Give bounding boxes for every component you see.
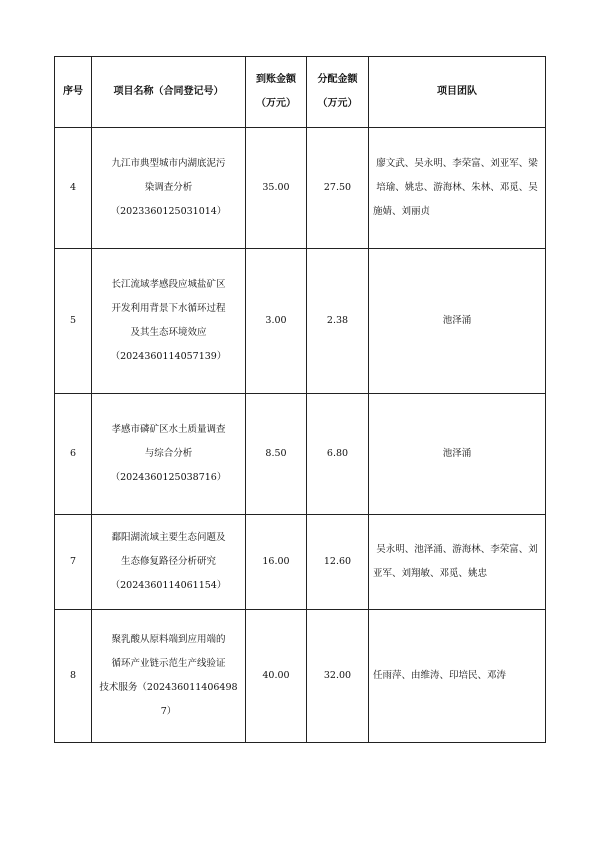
row-no: 7 — [55, 515, 92, 610]
row-allocated: 2.38 — [307, 249, 369, 394]
row-allocated: 12.60 — [307, 515, 369, 610]
row-received: 8.50 — [246, 394, 307, 515]
row-received: 16.00 — [246, 515, 307, 610]
row-team: 廖文武、吴永明、李荣富、刘亚军、梁培瑜、姚忠、游海林、朱林、邓觅、吴施婧、刘丽贞 — [369, 128, 546, 249]
row-name-line: 长江流域孝感段应城盐矿区 — [111, 279, 226, 290]
row-reg-number: （2024360125038716） — [110, 472, 227, 483]
row-allocated: 6.80 — [307, 394, 369, 515]
project-table — [54, 56, 546, 743]
row-name — [92, 610, 246, 743]
row-team: 吴永明、池泽涌、游海林、李荣富、刘亚军、刘翔敏、邓觅、姚忠 — [369, 515, 546, 610]
row-name-line: 鄱阳湖流域主要生态问题及 — [111, 532, 226, 543]
row-name-line: 九江市典型城市内湖底泥污 — [111, 158, 226, 169]
row-reg-number: （2024360114057139） — [110, 351, 227, 362]
table-row — [55, 394, 546, 515]
header-received-line1: 到账金额 — [256, 74, 296, 85]
row-allocated: 27.50 — [307, 128, 369, 249]
header-received-line2: （万元） — [256, 98, 296, 109]
row-name — [92, 249, 246, 394]
row-received: 35.00 — [246, 128, 307, 249]
row-allocated: 32.00 — [307, 610, 369, 743]
row-name-line: 孝感市磷矿区水土质量调查 — [111, 424, 226, 435]
row-name-line: 与综合分析 — [144, 448, 193, 459]
row-no: 5 — [55, 249, 92, 394]
row-no: 8 — [55, 610, 92, 743]
header-allocated — [307, 57, 369, 128]
row-name-line: 及其生态环境效应 — [130, 327, 207, 338]
row-name-line: 循环产业链示范生产线验证 — [111, 658, 226, 669]
row-name — [92, 394, 246, 515]
row-name — [92, 128, 246, 249]
row-received: 3.00 — [246, 249, 307, 394]
table-row — [55, 249, 546, 394]
header-no: 序号 — [55, 57, 92, 128]
header-received — [246, 57, 307, 128]
header-allocated-line1: 分配金额 — [317, 74, 358, 85]
row-no: 4 — [55, 128, 92, 249]
row-name — [92, 515, 246, 610]
table-row — [55, 128, 546, 249]
row-team: 任雨萍、由维涛、印培民、邓涛 — [369, 610, 546, 743]
row-reg-number: （2023360125031014） — [110, 206, 227, 217]
table-row — [55, 610, 546, 743]
table-header-row — [55, 57, 546, 128]
row-no: 6 — [55, 394, 92, 515]
row-name-line: 开发利用背景下水循环过程 — [111, 303, 226, 314]
row-team: 池泽涌 — [369, 249, 546, 394]
row-name-line: 技术服务（2024360114064987） — [99, 682, 238, 717]
row-received: 40.00 — [246, 610, 307, 743]
header-name: 项目名称（合同登记号） — [92, 57, 246, 128]
row-name-line: 生态修复路径分析研究 — [120, 556, 216, 567]
table-row — [55, 515, 546, 610]
header-allocated-line2: （万元） — [317, 98, 358, 109]
row-reg-number: （2024360114061154） — [110, 580, 227, 591]
row-name-line: 染调查分析 — [144, 182, 193, 193]
row-team: 池泽涌 — [369, 394, 546, 515]
header-team: 项目团队 — [369, 57, 546, 128]
row-name-line: 聚乳酸从原料端到应用端的 — [111, 634, 226, 645]
